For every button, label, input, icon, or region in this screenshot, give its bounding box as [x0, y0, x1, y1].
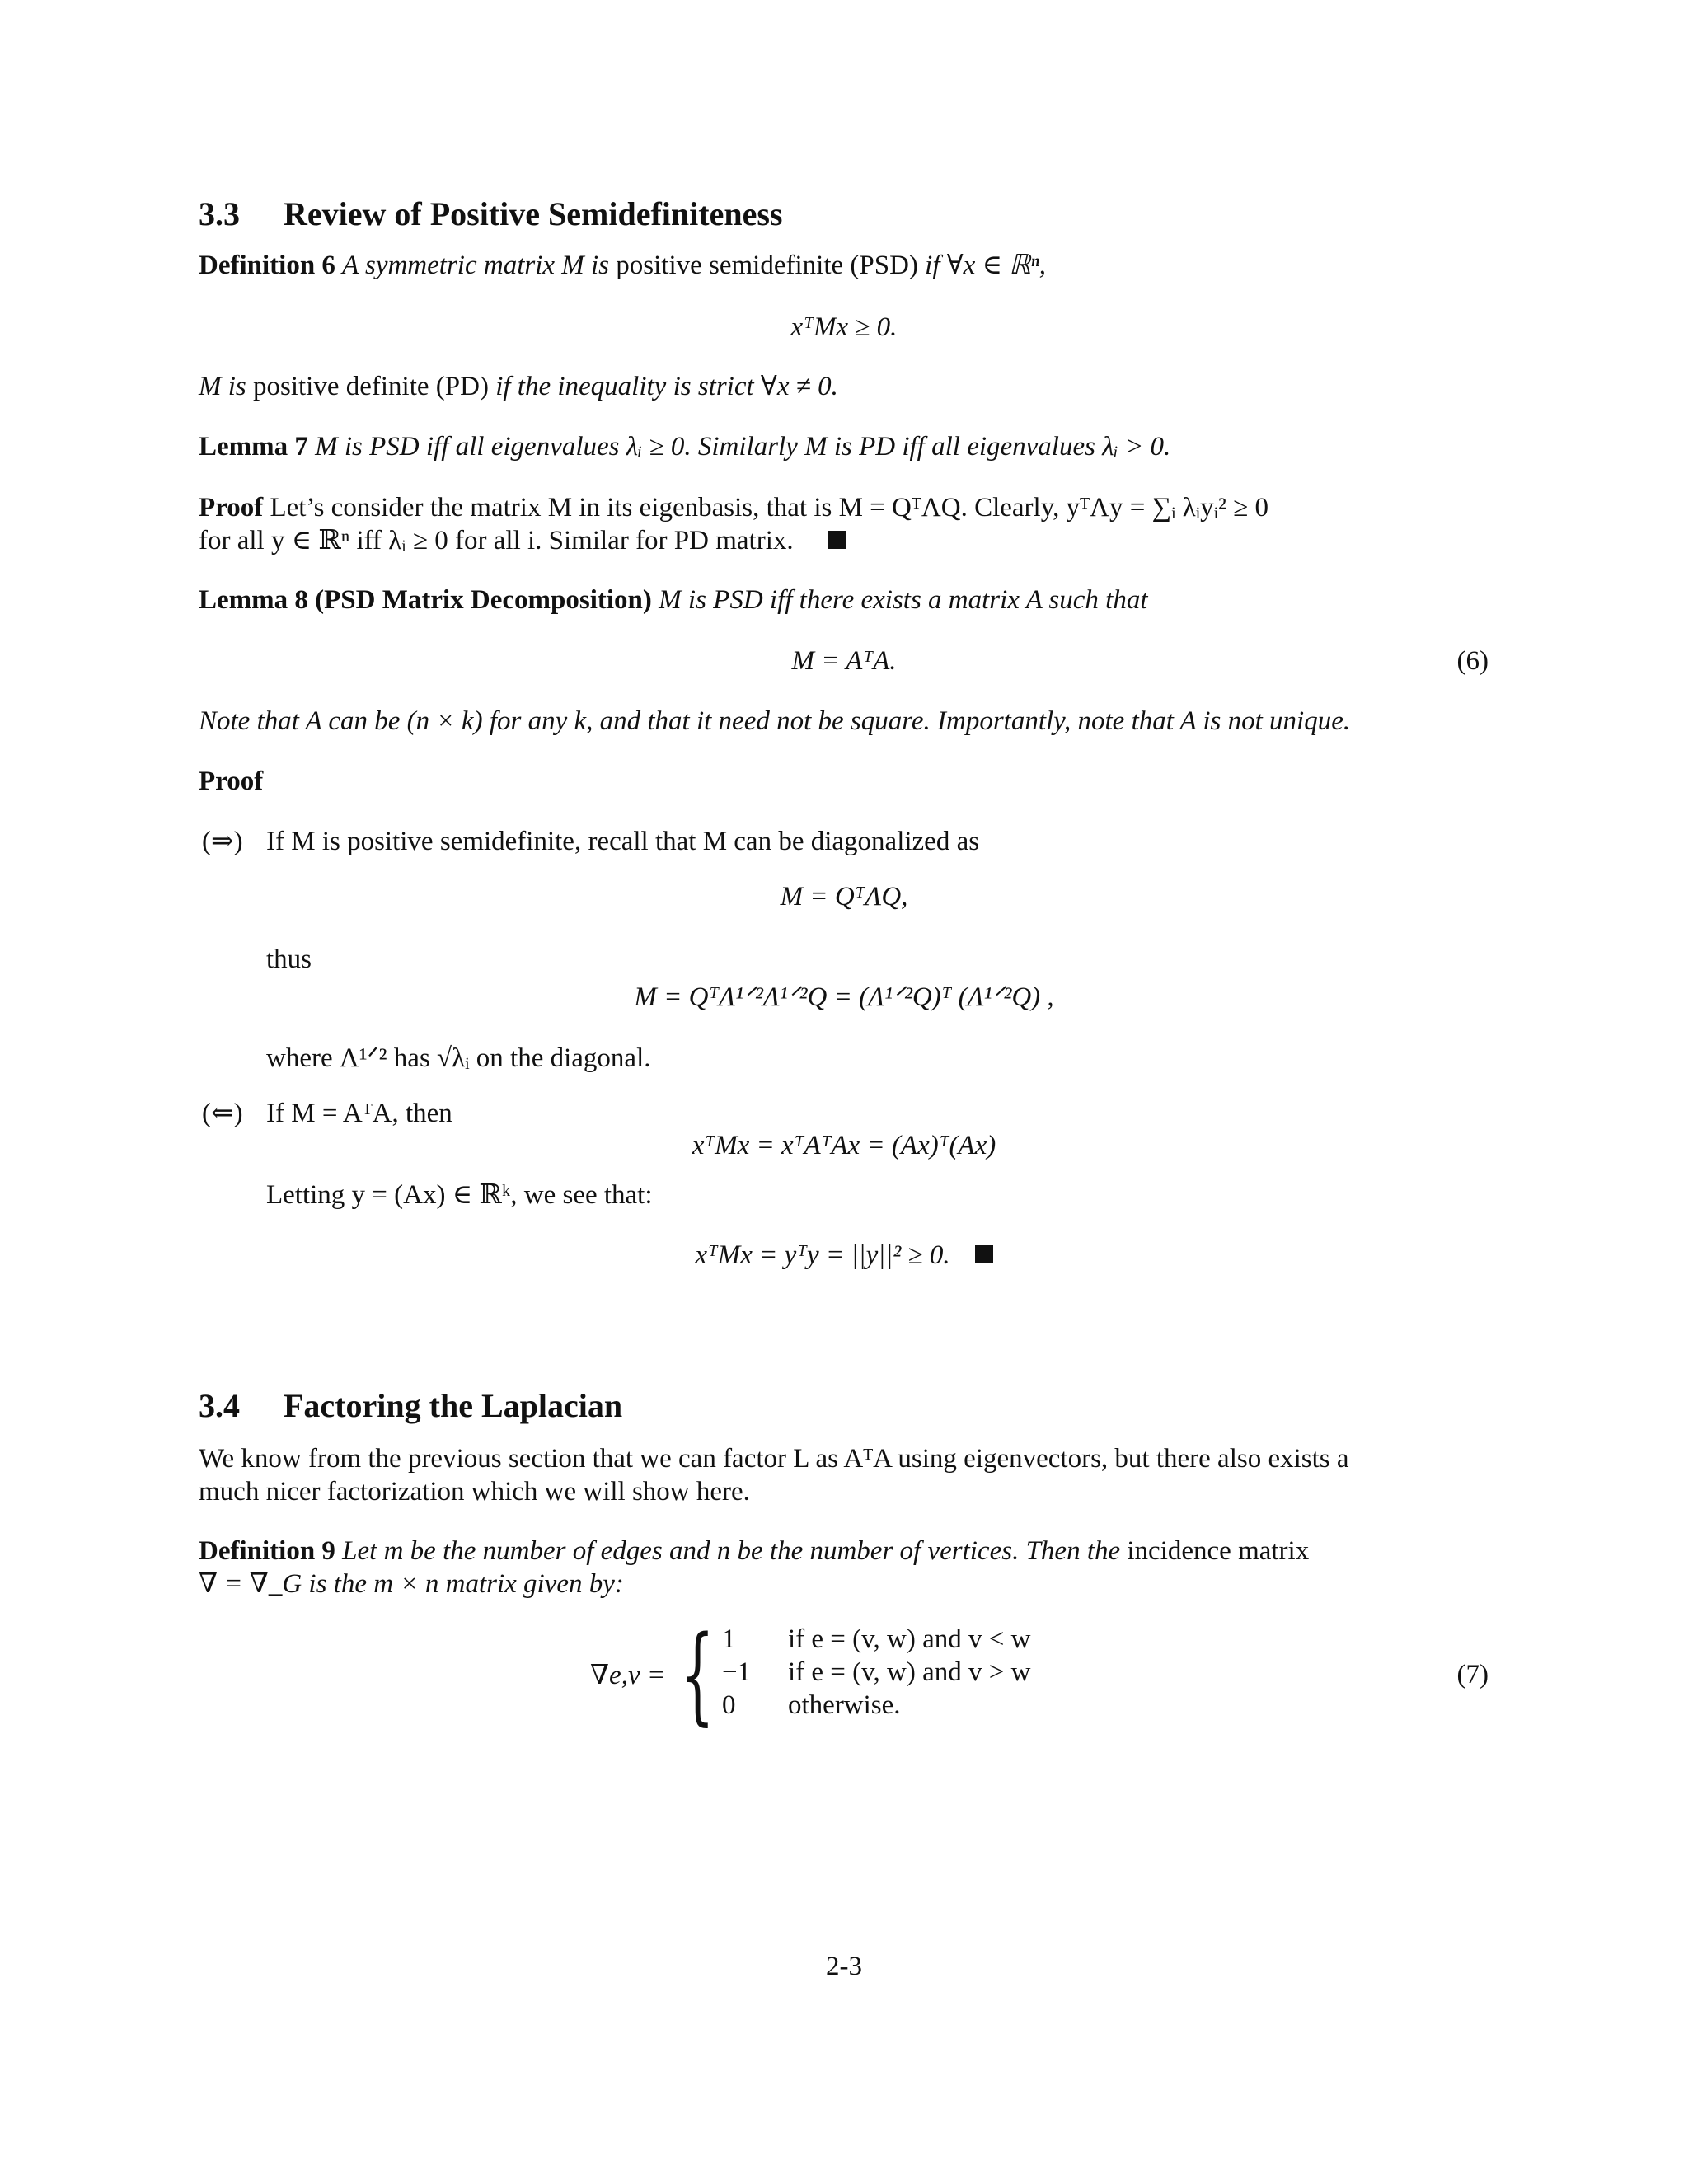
lemma-text: M is PSD iff there exists a matrix A such that	[659, 585, 1148, 615]
definition-6-pd	[199, 370, 1489, 403]
forward-marker: (⇒)	[202, 827, 243, 856]
definition-term: incidence matrix	[1127, 1536, 1310, 1566]
definition-label: Definition 6	[199, 251, 335, 280]
case-condition: if e = (v, w) and v > w	[788, 1657, 1031, 1687]
section-number: 3.3	[199, 195, 240, 232]
case-value: −1	[722, 1657, 752, 1687]
case-value: 0	[722, 1690, 736, 1720]
equation-number-7: (7)	[1456, 1660, 1489, 1690]
definition-label: Definition 9	[199, 1536, 335, 1566]
incidence-cases	[590, 1614, 1167, 1736]
lemma-8	[199, 583, 1489, 616]
where-text: where Λ¹ᐟ² has √λᵢ on the diagonal.	[266, 1043, 651, 1073]
definition-9-line2: ∇ = ∇_G is the m × n matrix given by:	[199, 1569, 624, 1599]
intro-paragraph-line2: much nicer factorization which we will show here.	[199, 1477, 750, 1507]
left-brace: {	[681, 1614, 715, 1736]
equation-diagonalization: M = QᵀΛQ,	[780, 882, 908, 912]
definition-term: positive semidefinite (PSD)	[616, 251, 918, 280]
definition-text: if the inequality is strict ∀x ≠ 0.	[495, 372, 838, 401]
definition-9	[199, 1535, 1489, 1568]
section-title: Review of Positive Semidefiniteness	[284, 195, 783, 232]
lemma-label: Lemma 7	[199, 432, 308, 462]
forward-text: If M is positive semidefinite, recall that M can be diagonalized as	[266, 827, 980, 856]
definition-term: positive definite (PD)	[253, 372, 489, 401]
lemma-7	[199, 430, 1489, 463]
proof-lemma-7-line2	[199, 524, 1489, 557]
equation-psd: xᵀMx ≥ 0.	[790, 312, 898, 342]
definition-text: if ∀x ∈ ℝⁿ,	[925, 251, 1047, 280]
equation-number-6: (6)	[1456, 646, 1489, 676]
case-value: 1	[722, 1624, 736, 1654]
qed-square	[975, 1245, 993, 1263]
equation-final-text: xᵀMx = yᵀy = ||y||² ≥ 0.	[695, 1240, 950, 1270]
definition-text: Let m be the number of edges and n be the number of vertices. Then the	[342, 1536, 1121, 1566]
proof-label: Proof	[199, 766, 264, 796]
case-condition: otherwise.	[788, 1690, 901, 1720]
incidence-lhs: ∇e,v =	[590, 1661, 666, 1690]
backward-text: If M = AᵀA, then	[266, 1099, 452, 1128]
proof-lemma-7	[199, 491, 1489, 524]
backward-marker: (⇐)	[202, 1099, 243, 1128]
letting-text: Letting y = (Ax) ∈ ℝᵏ, we see that:	[266, 1180, 653, 1210]
equation-6: M = AᵀA.	[791, 646, 897, 676]
section-heading-3-3	[199, 194, 1489, 234]
case-row	[722, 1656, 1030, 1689]
section-number: 3.4	[199, 1387, 240, 1424]
equation-backward: xᵀMx = xᵀAᵀAx = (Ax)ᵀ(Ax)	[692, 1131, 996, 1160]
definition-text: A symmetric matrix M is	[342, 251, 610, 280]
case-row	[722, 1689, 901, 1722]
lemma-text: M is PSD iff all eigenvalues λᵢ ≥ 0. Similarly M is PD iff all eigenvalues λᵢ > 0.	[315, 432, 1171, 462]
proof-label: Proof	[199, 493, 264, 523]
case-row	[722, 1623, 1030, 1656]
page-number: 2-3	[826, 1952, 862, 1981]
equation-final	[0, 1239, 1688, 1272]
equation-sqrt-factor: M = QᵀΛ¹ᐟ²Λ¹ᐟ²Q = (Λ¹ᐟ²Q)ᵀ (Λ¹ᐟ²Q) ,	[634, 982, 1054, 1012]
thus-text: thus	[266, 944, 312, 974]
lemma-label: Lemma 8 (PSD Matrix Decomposition)	[199, 585, 652, 615]
case-condition: if e = (v, w) and v < w	[788, 1624, 1031, 1654]
lemma-8-note: Note that A can be (n × k) for any k, and that it need not be square. Importantly, note that A is not unique.	[199, 706, 1351, 736]
definition-text: M is	[199, 372, 246, 401]
section-title: Factoring the Laplacian	[284, 1387, 623, 1424]
proof-text: Let’s consider the matrix M in its eigenbasis, that is M = QᵀΛQ. Clearly, yᵀΛy = ∑ᵢ λᵢyᵢ² ≥ 0	[270, 493, 1269, 523]
definition-6	[199, 249, 1489, 282]
section-heading-3-4	[199, 1386, 1489, 1426]
qed-square	[828, 531, 846, 549]
proof-text: for all y ∈ ℝⁿ iff λᵢ ≥ 0 for all i. Similar for PD matrix.	[199, 526, 794, 555]
intro-paragraph: We know from the previous section that we can factor L as AᵀA using eigenvectors, but there also exists a	[199, 1444, 1349, 1474]
